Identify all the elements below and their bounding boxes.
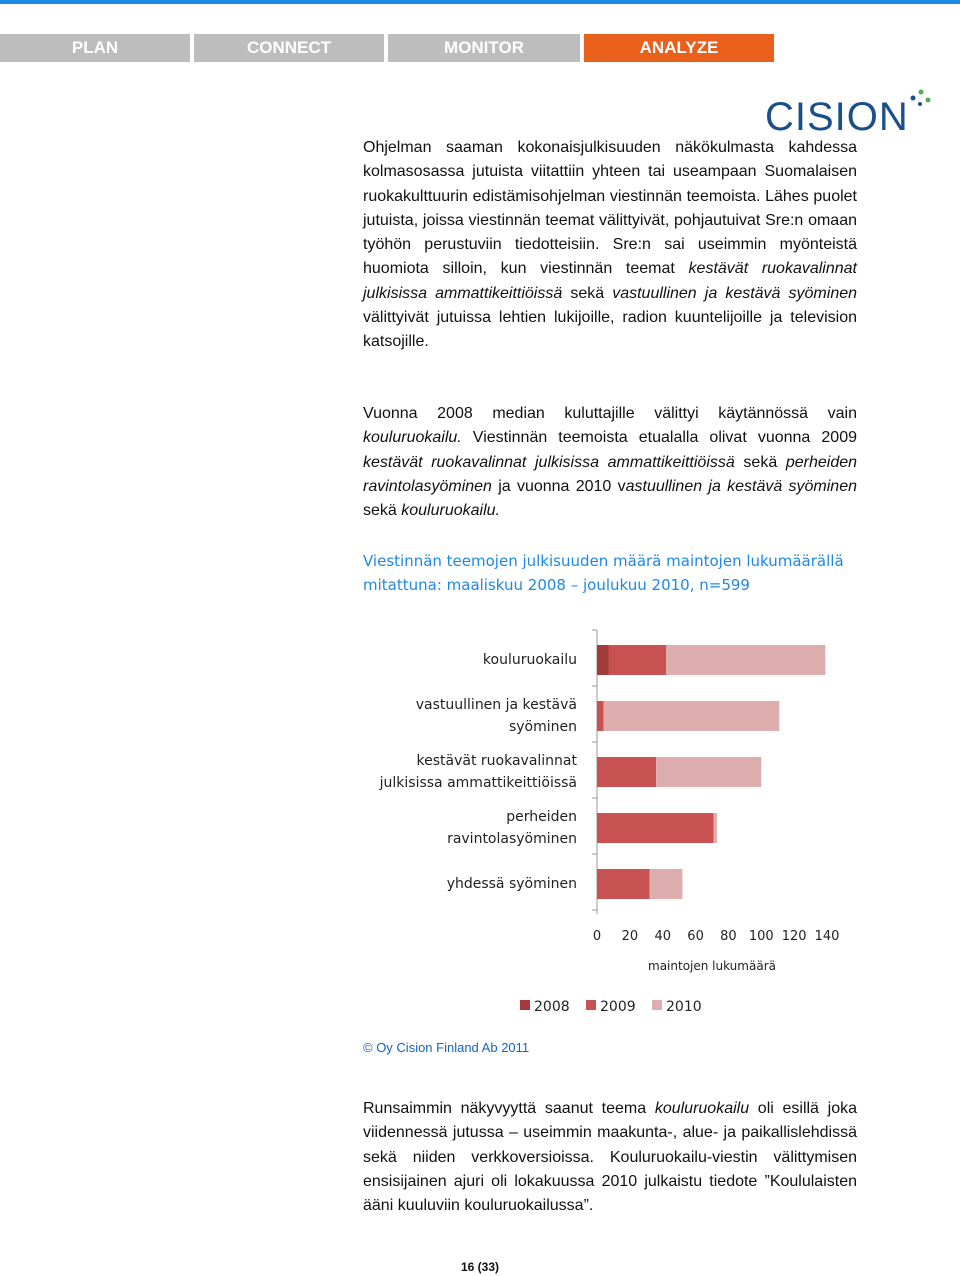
paragraph-years-em5: kouluruokailu. [401, 502, 500, 520]
chart-bar-2010 [666, 645, 825, 675]
chart-category-label: kouluruokailu [482, 652, 577, 668]
chart-x-tick-label: 20 [621, 929, 639, 944]
nav-connect[interactable]: CONNECT [194, 34, 384, 62]
chart-category-label: yhdessä syöminen [446, 876, 577, 892]
chart-category-label: kestävät ruokavalinnat julkisissa ammattikeittiöissä [379, 753, 577, 791]
paragraph-intro-em1: kestävät ruokavalinnat julkisissa ammattikeittiöissä [363, 260, 858, 302]
paragraph-intro-text1: Ohjelman saaman kokonaisjulkisuuden näkökulmasta kahdessa kolmasosassa jutuista viitattiin yhteen tai useampaan Suomalaisen ruokakulttuurin edistämisohjelman viestinnän teemoista. Lähes puolet jutuista, joissa viestinnän teemat välittyivät, pohjautuivat Sre:n omaan työhön perustuviin tiedotteisiin. Sre:n sai useimmin myönteistä huomiota silloin, kun viestinnän teemat [363, 139, 857, 278]
chart-x-tick-label: 60 [687, 929, 704, 944]
cision-logo [765, 86, 935, 138]
chart-x-tick-label: 80 [720, 929, 737, 944]
paragraph-years-text5: sekä [363, 502, 402, 520]
chart-x-tick-label: 40 [654, 929, 671, 944]
paragraph-years-text2: Viestinnän teemoista etualalla olivat vuonna 2009 [461, 429, 857, 447]
paragraph-intro-text2: sekä [562, 284, 613, 302]
chart-x-tick-label: 120 [781, 929, 807, 944]
chart-x-tick-label: 140 [814, 929, 840, 944]
paragraph-years-em3: perheiden ravintolasyöminen [363, 453, 858, 495]
chart-legend-label-2009: 2009 [600, 999, 636, 1015]
paragraph-summary [363, 1097, 857, 1218]
nav-plan[interactable]: PLAN [0, 34, 190, 62]
paragraph-years-em1: kouluruokailu. [363, 429, 462, 447]
chart-legend-swatch-2010 [652, 1000, 662, 1010]
paragraph-years-text4: ja vuonna 2010 v [491, 477, 626, 495]
chart-bar-2010 [656, 757, 761, 787]
paragraph-summary-text2: oli esillä joka viidennessä jutussa – useimmin maakunta-, alue- ja paikallislehdissä sekä niiden verkkoversioissa. Kouluruokailu-viestin välittymisen ensisijainen ajuri oli lokakuussa 2010 julkaistu tiedote ”Koululaisten ääni kuuluviin kouluruokailussa”. [363, 1100, 858, 1215]
paragraph-intro [363, 136, 857, 355]
chart-legend-swatch-2009 [586, 1000, 596, 1010]
chart-category-label: vastuullinen ja kestävä syöminen [415, 697, 577, 735]
chart-bar-2009 [609, 645, 667, 675]
chart-bar-2010 [714, 813, 717, 843]
chart-bar-2009 [597, 701, 604, 731]
svg-text:CISION: CISION [765, 95, 909, 138]
chart-legend-label-2008: 2008 [534, 999, 570, 1015]
chart-bar-2010 [650, 869, 683, 899]
chart-bar-2009 [597, 757, 656, 787]
chart-x-tick-label: 100 [748, 929, 774, 944]
paragraph-summary-text1: Runsaimmin näkyvyyttä saanut teema [363, 1100, 655, 1117]
paragraph-summary-em1: kouluruokailu [654, 1100, 750, 1117]
paragraph-years-text1: Vuonna 2008 median kuluttajille välittyi käytännössä vain [363, 405, 857, 422]
paragraph-years [363, 402, 857, 523]
paragraph-years-text3: sekä [734, 453, 786, 471]
paragraph-intro-em2: vastuullinen ja kestävä syöminen [612, 284, 858, 302]
chart-bar-2009 [597, 813, 714, 843]
nav-monitor[interactable]: MONITOR [388, 34, 580, 62]
chart-x-axis-label: maintojen lukumäärä [648, 959, 776, 973]
paragraph-years-em4: astuullinen ja kestävä syöminen [625, 477, 858, 495]
page-number: 16 (33) [460, 1260, 500, 1274]
paragraph-intro-text3: välittyivät jutuissa lehtien lukijoille, radion kuuntelijoille ja television katsojille. [363, 309, 857, 351]
chart-bar-2009 [597, 869, 650, 899]
chart-category-label: perheiden ravintolasyöminen [447, 809, 577, 847]
chart-title: Viestinnän teemojen julkisuuden määrä maintojen lukumäärällä mitattuna: maaliskuu 2008 – joulukuu 2010, n=599 [363, 552, 844, 594]
chart-x-tick-label: 0 [592, 929, 602, 944]
chart-bar-2010 [604, 701, 780, 731]
theme-mentions-chart [340, 620, 900, 1030]
chart-legend-label-2010: 2010 [666, 999, 702, 1015]
nav-analyze[interactable]: ANALYZE [584, 34, 774, 62]
copyright-notice: © Oy Cision Finland Ab 2011 [363, 1040, 530, 1055]
top-accent-line [0, 0, 960, 4]
chart-legend-swatch-2008 [520, 1000, 530, 1010]
paragraph-years-em2: kestävät ruokavalinnat julkisissa ammattikeittiöissä [363, 453, 735, 471]
chart-bar-2008 [597, 645, 609, 675]
